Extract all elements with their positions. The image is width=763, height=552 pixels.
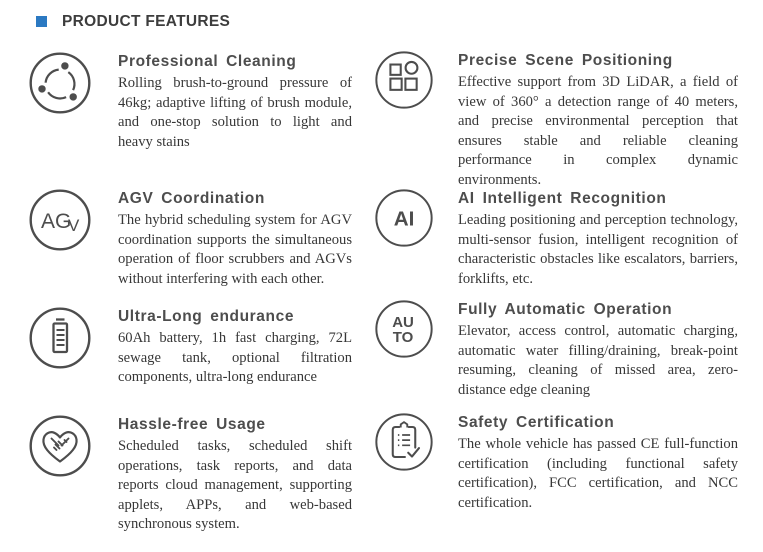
feature-body: Rolling brush-to-ground pressure of 46kg; adaptive lifting of brush module, and one-stop solution to light and heavy stains xyxy=(118,75,352,150)
feature-title: AI Intelligent Recognition xyxy=(458,190,667,207)
feature-title: Precise Scene Positioning xyxy=(458,52,673,69)
auto-text-line2: TO xyxy=(392,329,414,347)
shapes-icon xyxy=(374,50,434,110)
ai-text: AI xyxy=(393,207,415,231)
feature-body: The hybrid scheduling system for AGV coordination supports the simultaneous operation of floor scrubbers and AGVs without interfering with each other. xyxy=(118,212,352,287)
feature-agv-coordination xyxy=(28,188,352,289)
agv-badge-icon xyxy=(28,188,92,252)
feature-title: Hassle-free Usage xyxy=(118,416,266,433)
battery-icon xyxy=(28,306,92,370)
feature-hassle-free-usage xyxy=(28,414,352,535)
handshake-heart-icon xyxy=(28,414,92,478)
feature-title: AGV Coordination xyxy=(118,190,265,207)
feature-professional-cleaning xyxy=(28,51,352,152)
section-header xyxy=(36,13,230,31)
auto-text-line1: AU xyxy=(392,314,414,332)
feature-title: Safety Certification xyxy=(458,414,615,431)
feature-title: Fully Automatic Operation xyxy=(458,301,673,318)
ai-badge-icon xyxy=(374,188,434,248)
feature-body: Leading positioning and perception technology, multi-sensor fusion, intelligent recognition of characteristic obstacles like escalators, barriers, forklifts, etc. xyxy=(458,212,738,287)
feature-body: 60Ah battery, 1h fast charging, 72L sewage tank, optional filtration components, ultra-long endurance xyxy=(118,330,352,385)
feature-ultra-long-endurance xyxy=(28,306,352,388)
feature-body: The whole vehicle has passed CE full-function certification (including functional safety certification), FCC certification, and NCC certification. xyxy=(458,436,738,511)
feature-precise-scene-positioning xyxy=(374,50,738,190)
rotating-brush-icon xyxy=(28,51,92,115)
auto-badge-icon xyxy=(374,299,434,359)
agv-text-main: AG xyxy=(41,210,72,233)
feature-title: Ultra-Long endurance xyxy=(118,308,295,325)
feature-body: Effective support from 3D LiDAR, a field of view of 360° a detection range of 40 meters, and precise environmental perception that ensures stable and reliable cleaning performance in complex dynamic environments. xyxy=(458,74,738,188)
blue-square-bullet-icon xyxy=(36,16,47,27)
feature-title: Professional Cleaning xyxy=(118,53,297,70)
clipboard-check-icon xyxy=(374,412,434,472)
agv-text-sub: V xyxy=(68,216,80,235)
page-title: PRODUCT FEATURES xyxy=(62,13,231,30)
feature-body: Scheduled tasks, scheduled shift operations, task reports, and data reports cloud management, supporting applets, APPs, and web-based synchronous system. xyxy=(118,438,352,532)
feature-body: Elevator, access control, automatic charging, automatic water filling/draining, break-point resuming, cleaning of missed area, zero-distance edge cleaning xyxy=(458,323,738,398)
feature-ai-intelligent-recognition xyxy=(374,188,738,289)
feature-safety-certification xyxy=(374,412,738,513)
feature-fully-automatic-operation xyxy=(374,299,738,400)
